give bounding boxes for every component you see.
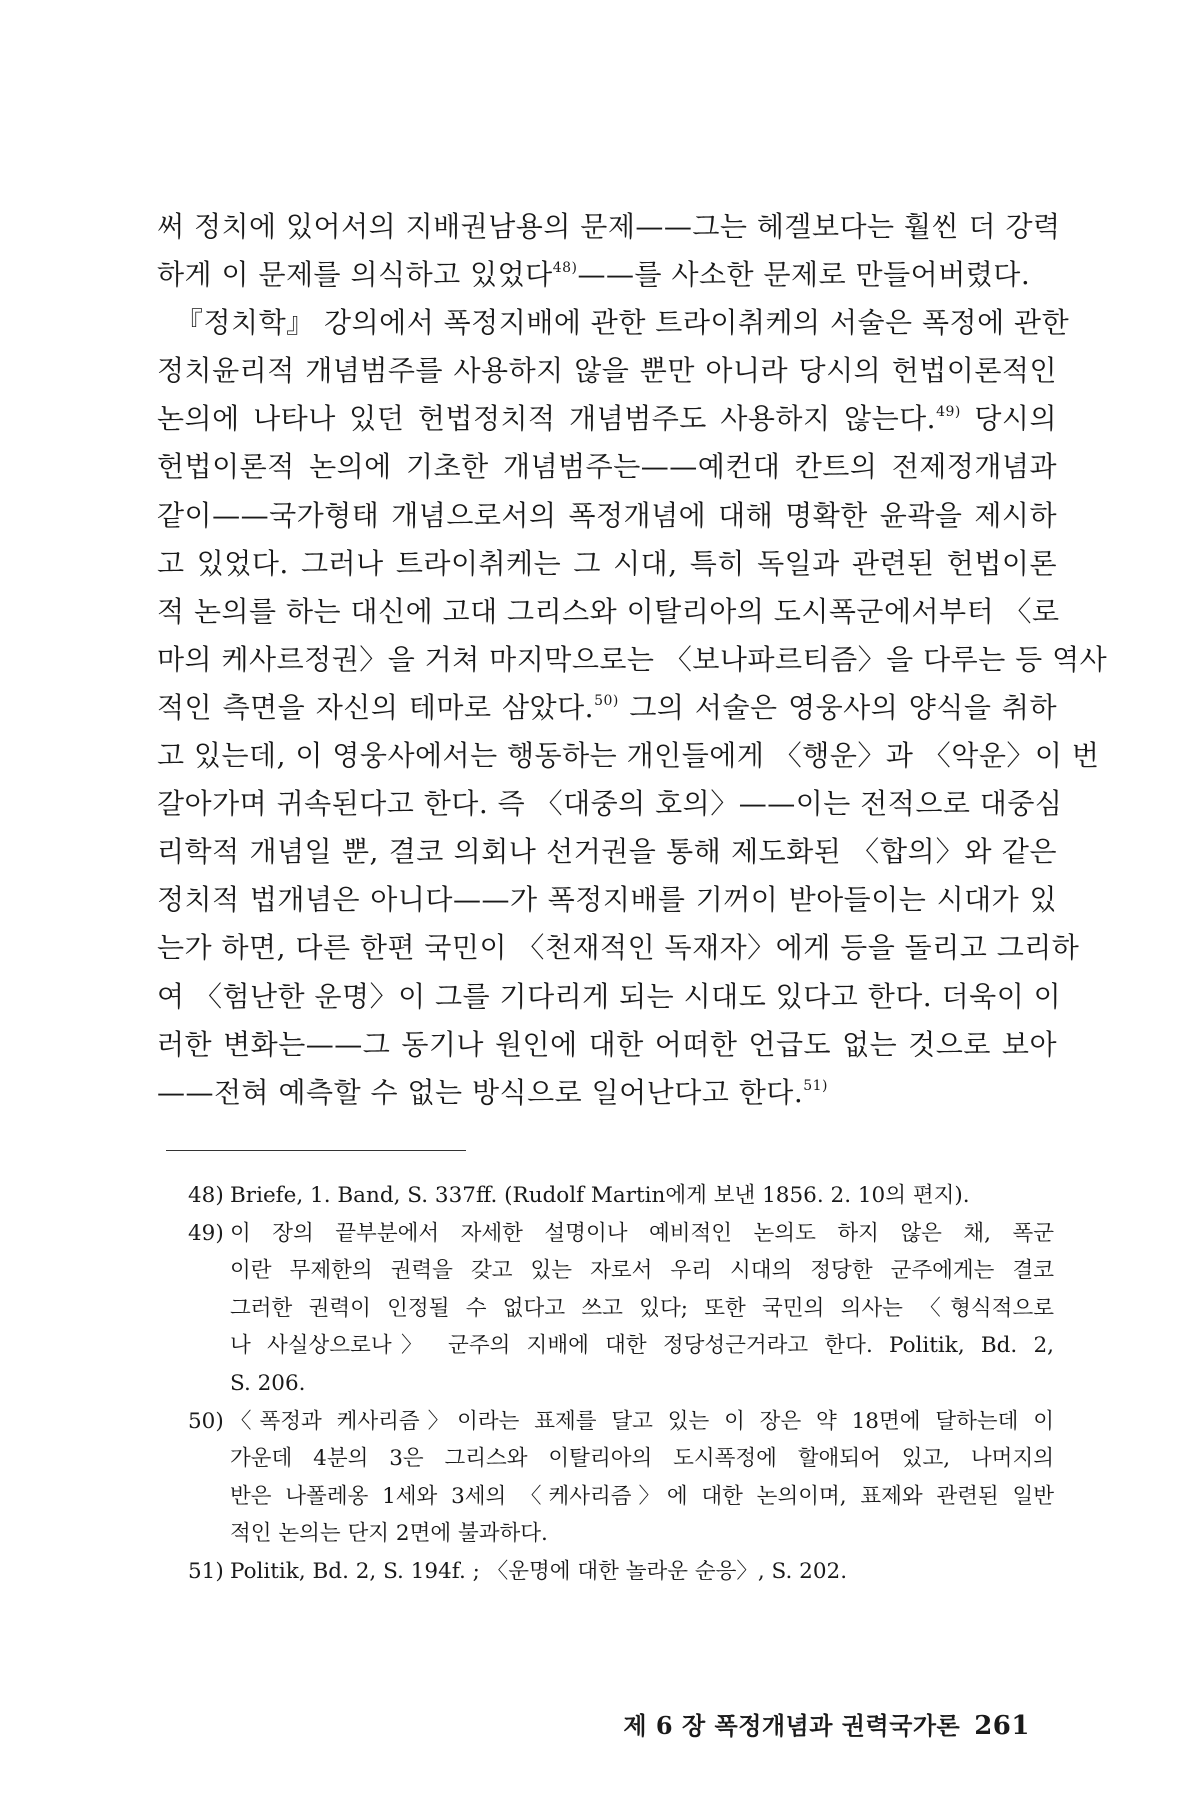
text-line: 는가 하면, 다른 한편 국민이 〈천재적인 독재자〉에게 등을 돌리고 그리하	[157, 931, 1080, 965]
text-fragment: 당시의	[960, 402, 1057, 436]
text-line: 적 논의를 하는 대신에 고대 그리스와 이탈리아의 도시폭군에서부터 〈로	[157, 594, 1060, 628]
text-fragment: ——전혀 예측할 수 없는 방식으로 일어난다고 한다.	[157, 1075, 804, 1109]
footnote-50	[188, 1403, 1054, 1553]
footnote-number: 50)	[188, 1408, 224, 1434]
text-line	[157, 395, 1057, 443]
footnote-line: 반은 나폴레옹 1세와 3세의 〈케사리즘〉에 대한 논의이며, 표제와 관련된 일반	[230, 1483, 1054, 1509]
text-line: 고 있었다. 그러나 트라이취케는 그 시대, 특히 독일과 관련된 헌법이론	[157, 546, 1057, 580]
text-line	[157, 251, 1057, 299]
footnote-text	[230, 1215, 1054, 1403]
footnote-49	[188, 1215, 1054, 1403]
text-line	[157, 684, 1057, 732]
footnote-line: 적인 논의는 단지 2면에 불과하다.	[230, 1521, 548, 1547]
running-footer	[623, 1706, 1030, 1741]
text-line: 정치윤리적 개념범주를 사용하지 않을 뿐만 아니라 당시의 헌법이론적인	[157, 354, 1057, 388]
chapter-title: 제 6 장 폭정개념과 권력국가론	[623, 1711, 961, 1740]
footnote-line: 나 사실상으로나〉 군주의 지배에 대한 정당성근거라고 한다. Politik, Bd. 2,	[230, 1333, 1054, 1359]
footnote-line: Politik, Bd. 2, S. 194f. ; 〈운명에 대한 놀라운 순응〉, S. 202.	[230, 1558, 848, 1584]
footnote-line: S. 206.	[230, 1370, 306, 1396]
footnote-ref-51[interactable]: 51)	[803, 1077, 828, 1094]
text-line: 여 〈험난한 운명〉이 그를 기다리게 되는 시대도 있다고 한다. 더욱이 이	[157, 979, 1062, 1013]
footnote-line: 이란 무제한의 권력을 갖고 있는 자로서 우리 시대의 정당한 군주에게는 결코	[230, 1258, 1054, 1284]
footnote-line: 가운데 4분의 3은 그리스와 이탈리아의 도시폭정에 할애되어 있고, 나머지의	[230, 1446, 1054, 1472]
footnote-line: 이 장의 끝부분에서 자세한 설명이나 예비적인 논의도 하지 않은 채, 폭군	[230, 1220, 1054, 1246]
text-line: 써 정치에 있어서의 지배권남용의 문제——그는 헤겔보다는 훨씬 더 강력	[157, 210, 1061, 243]
footnote-ref-49[interactable]: 49)	[936, 404, 961, 421]
footnotes	[188, 1177, 1054, 1591]
text-line: 고 있는데, 이 영웅사에서는 행동하는 개인들에게 〈행운〉과 〈악운〉이 번	[157, 739, 1100, 773]
text-line: 헌법이론적 논의에 기초한 개념범주는——예컨대 칸트의 전제정개념과	[157, 450, 1057, 484]
text-fragment: 그의 서술은 영웅사의 양식을 취하	[618, 690, 1057, 724]
text-line: 리학적 개념일 뿐, 결코 의회나 선거권을 통해 제도화된 〈합의〉와 같은	[157, 835, 1057, 869]
text-fragment: ——를 사소한 문제로 만들어버렸다.	[577, 258, 1031, 292]
footnote-text	[230, 1553, 1054, 1591]
text-line: 갈아가며 귀속된다고 한다. 즉 〈대중의 호의〉——이는 전적으로 대중심	[157, 787, 1063, 821]
footnote-number: 48)	[188, 1183, 224, 1208]
footnote-line: 그러한 권력이 인정될 수 없다고 쓰고 있다; 또한 국민의 의사는 〈형식적으로	[230, 1295, 1054, 1321]
text-line: 『정치학』 강의에서 폭정지배에 관한 트라이취케의 서술은 폭정에 관한	[175, 306, 1070, 340]
text-fragment: 논의에 나타나 있던 헌법정치적 개념범주도 사용하지 않는다.	[157, 402, 937, 436]
text-fragment: 하게 이 문제를 의식하고 있었다	[157, 258, 553, 292]
footnote-divider	[166, 1150, 466, 1151]
text-line: 정치적 법개념은 아니다——가 폭정지배를 기꺼이 받아들이는 시대가 있	[157, 883, 1057, 917]
footnote-ref-48[interactable]: 48)	[552, 260, 578, 277]
text-line: 러한 변화는——그 동기나 원인에 대한 어떠한 언급도 없는 것으로 보아	[157, 1027, 1057, 1061]
main-text	[157, 203, 1108, 1117]
text-line	[157, 1069, 1057, 1117]
footnote-line: 〈폭정과 케사리즘〉이라는 표제를 달고 있는 이 장은 약 18면에 달하는데 이	[230, 1408, 1054, 1434]
text-line: 같이——국가형태 개념으로서의 폭정개념에 대해 명확한 윤곽을 제시하	[157, 498, 1057, 532]
footnote-line: Briefe, 1. Band, S. 337ff. (Rudolf Martin에게 보낸 1856. 2. 10의 편지).	[230, 1183, 970, 1208]
text-fragment: 적인 측면을 자신의 테마로 삼았다.	[157, 690, 595, 724]
footnote-number: 51)	[188, 1558, 224, 1584]
footnote-text	[230, 1403, 1054, 1553]
page-number: 261	[974, 1711, 1030, 1741]
footnote-text	[230, 1177, 1054, 1215]
footnote-51	[188, 1553, 1054, 1591]
text-line: 마의 케사르정권〉을 거쳐 마지막으로는 〈보나파르티즘〉을 다루는 등 역사	[157, 642, 1108, 676]
footnote-48	[188, 1177, 1054, 1215]
footnote-number: 49)	[188, 1220, 224, 1246]
footnote-ref-50[interactable]: 50)	[594, 692, 619, 709]
